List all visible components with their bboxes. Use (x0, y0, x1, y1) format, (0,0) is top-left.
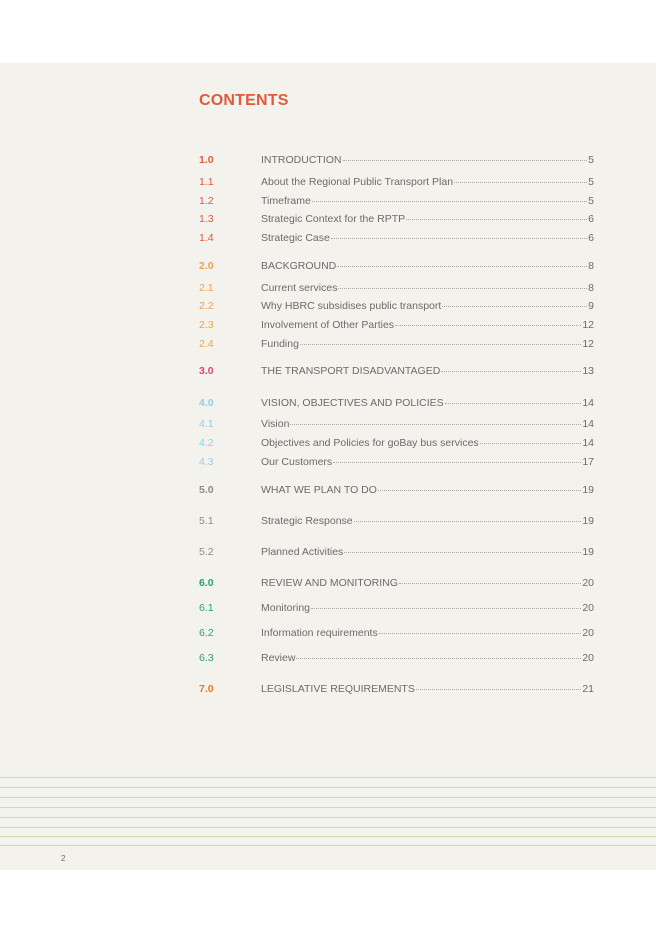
toc-entry-page: 8 (588, 282, 594, 294)
toc-dot-leader (344, 552, 581, 553)
toc-entry-page: 12 (582, 338, 594, 350)
toc-dot-leader (416, 689, 581, 690)
toc-entry-page: 6 (588, 213, 594, 225)
toc-entry-page: 12 (582, 319, 594, 331)
toc-dot-leader (343, 160, 588, 161)
toc-dot-leader (441, 371, 581, 372)
toc-dot-leader (378, 490, 581, 491)
toc-dot-leader (290, 424, 581, 425)
toc-entry-label: THE TRANSPORT DISADVANTAGED (261, 365, 441, 377)
toc-dot-leader (338, 288, 587, 289)
toc-entry-number: 1.4 (199, 232, 214, 244)
toc-entry-number: 6.2 (199, 627, 214, 639)
toc-entry-page: 9 (588, 300, 594, 312)
toc-entry-label: LEGISLATIVE REQUIREMENTS (261, 683, 415, 695)
toc-entry-number: 6.3 (199, 652, 214, 664)
contents-title: CONTENTS (199, 92, 289, 109)
toc-entry[interactable] (199, 515, 594, 531)
decorative-rule (0, 807, 656, 808)
toc-dot-leader (333, 462, 581, 463)
toc-entry[interactable] (199, 577, 594, 593)
toc-entry-number: 5.0 (199, 484, 214, 496)
toc-entry-label: Funding (261, 338, 299, 350)
toc-entry[interactable] (199, 338, 594, 354)
toc-entry-label: Why HBRC subsidises public transport (261, 300, 442, 312)
toc-entry-number: 5.1 (199, 515, 214, 527)
decorative-rule (0, 836, 656, 837)
toc-entry-label: Review (261, 652, 296, 664)
toc-entry-label: INTRODUCTION (261, 154, 342, 166)
decorative-rule (0, 817, 656, 818)
decorative-rule (0, 845, 656, 846)
toc-dot-leader (442, 306, 587, 307)
toc-entry-label: Strategic Case (261, 232, 330, 244)
toc-dot-leader (395, 325, 581, 326)
toc-entry-number: 1.0 (199, 154, 214, 166)
toc-entry-page: 20 (582, 602, 594, 614)
toc-entry[interactable] (199, 546, 594, 562)
toc-entry[interactable] (199, 418, 594, 434)
toc-entry-page: 20 (582, 627, 594, 639)
decorative-rule (0, 797, 656, 798)
toc-entry[interactable] (199, 154, 594, 170)
toc-entry-label: Monitoring (261, 602, 311, 614)
toc-dot-leader (454, 182, 587, 183)
toc-entry-label: VISION, OBJECTIVES AND POLICIES (261, 397, 444, 409)
toc-entry-number: 1.1 (199, 176, 214, 188)
toc-entry-number: 2.1 (199, 282, 214, 294)
toc-entry-label: Objectives and Policies for goBay bus services (261, 437, 479, 449)
toc-entry[interactable] (199, 300, 594, 316)
toc-entry-page: 14 (582, 397, 594, 409)
toc-entry-page: 17 (582, 456, 594, 468)
toc-entry-number: 7.0 (199, 683, 214, 695)
toc-entry[interactable] (199, 365, 594, 381)
decorative-rule (0, 777, 656, 778)
toc-entry-page: 19 (582, 484, 594, 496)
toc-entry-label: Strategic Context for the RPTP (261, 213, 406, 225)
toc-entry[interactable] (199, 602, 594, 618)
decorative-rule (0, 787, 656, 788)
toc-entry-page: 5 (588, 195, 594, 207)
toc-entry-page: 8 (588, 260, 594, 272)
toc-entry-number: 1.2 (199, 195, 214, 207)
toc-entry-label: Strategic Response (261, 515, 353, 527)
toc-entry-number: 4.1 (199, 418, 214, 430)
toc-entry[interactable] (199, 282, 594, 298)
toc-entry[interactable] (199, 652, 594, 668)
toc-entry-page: 20 (582, 652, 594, 664)
toc-entry-page: 5 (588, 154, 594, 166)
toc-entry[interactable] (199, 195, 594, 211)
toc-dot-leader (406, 219, 587, 220)
toc-entry-page: 19 (582, 546, 594, 558)
toc-dot-leader (379, 633, 582, 634)
toc-entry-number: 3.0 (199, 365, 214, 377)
toc-entry[interactable] (199, 232, 594, 248)
toc-entry-number: 2.0 (199, 260, 214, 272)
toc-entry-number: 1.3 (199, 213, 214, 225)
toc-entry-label: Current services (261, 282, 338, 294)
toc-entry-page: 6 (588, 232, 594, 244)
toc-entry-label: Planned Activities (261, 546, 344, 558)
toc-dot-leader (311, 608, 581, 609)
toc-entry-page: 13 (582, 365, 594, 377)
toc-entry[interactable] (199, 456, 594, 472)
toc-entry-label: Our Customers (261, 456, 333, 468)
toc-entry-page: 21 (582, 683, 594, 695)
toc-entry[interactable] (199, 683, 594, 699)
toc-entry-label: Timeframe (261, 195, 311, 207)
toc-dot-leader (331, 238, 587, 239)
toc-entry-page: 14 (582, 437, 594, 449)
toc-entry-label: About the Regional Public Transport Plan (261, 176, 454, 188)
toc-dot-leader (337, 266, 587, 267)
toc-entry[interactable] (199, 437, 594, 453)
toc-entry-number: 4.0 (199, 397, 214, 409)
toc-entry-number: 2.3 (199, 319, 214, 331)
toc-entry[interactable] (199, 319, 594, 335)
toc-entry-label: Vision (261, 418, 290, 430)
toc-entry-page: 14 (582, 418, 594, 430)
toc-entry-page: 5 (588, 176, 594, 188)
toc-entry-number: 6.1 (199, 602, 214, 614)
decorative-rule (0, 827, 656, 828)
toc-entry-number: 4.2 (199, 437, 214, 449)
toc-dot-leader (480, 443, 582, 444)
toc-dot-leader (445, 403, 582, 404)
toc-entry-number: 2.4 (199, 338, 214, 350)
toc-entry-number: 2.2 (199, 300, 214, 312)
toc-entry-label: Information requirements (261, 627, 378, 639)
toc-dot-leader (399, 583, 581, 584)
toc-entry[interactable] (199, 484, 594, 500)
toc-entry[interactable] (199, 627, 594, 643)
toc-entry-page: 20 (582, 577, 594, 589)
toc-dot-leader (312, 201, 587, 202)
toc-entry-label: BACKGROUND (261, 260, 337, 272)
toc-entry[interactable] (199, 260, 594, 276)
toc-entry-number: 6.0 (199, 577, 214, 589)
toc-entry[interactable] (199, 397, 594, 413)
toc-entry-label: REVIEW AND MONITORING (261, 577, 398, 589)
toc-entry-page: 19 (582, 515, 594, 527)
toc-entry-number: 4.3 (199, 456, 214, 468)
toc-dot-leader (296, 658, 581, 659)
toc-dot-leader (354, 521, 582, 522)
toc-entry-number: 5.2 (199, 546, 214, 558)
footer-page-number: 2 (61, 854, 66, 863)
toc-entry[interactable] (199, 176, 594, 192)
toc-entry[interactable] (199, 213, 594, 229)
toc-dot-leader (300, 344, 581, 345)
toc-entry-label: Involvement of Other Parties (261, 319, 395, 331)
toc-entry-label: WHAT WE PLAN TO DO (261, 484, 377, 496)
